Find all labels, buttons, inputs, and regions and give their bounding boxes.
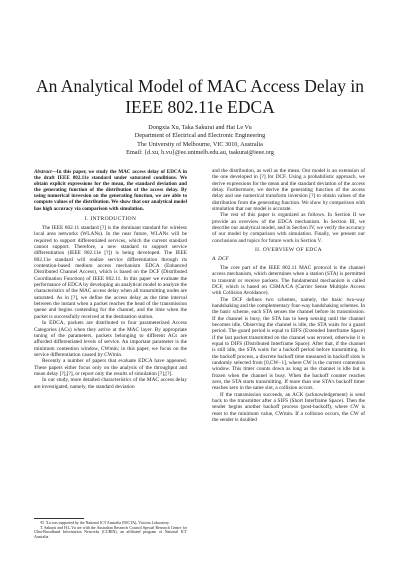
dcf-paragraph-3: If the transmission succeeds, an ACK (acknowledgement) is send back to the transmitter after a SIFS (Short Interframe Space). Then the sender begins another backoff process (post-backoff), where CW is reset to the minimum value, CWmin. If a collision occurs, the CW of the sender is doubled [212,391,365,424]
subsection-heading-dcf: A. DCF [212,256,229,263]
intro-paragraph-3: Recently a number of papers that evaluate EDCA have appeared. These papers either focus only on the analysis of the throughput and mean delay [?],[?], or report only the results of simulation [?],[?]. [34,358,187,377]
section-heading-overview: II. OVERVIEW OF EDCA [255,247,322,254]
affiliation-department: Department of Electrical and Electronic Engineering [134,132,266,140]
abstract-text: —In this paper, we study the MAC access delay of EDCA in the draft IEEE 802.11e standard under saturated conditions. We obtain explicit expressions for the mean, the standard deviation and the generating function of the distribution of the access delay. By using numerical inversion on the generating function, we are able to compute values of the distribution. We show that our analytical model has high accuracy via comparison with simulation. [34,169,187,212]
author-names: Dongxia Xu, Taka Sakurai and Hai Le Vu [148,124,252,131]
paper-title: An Analytical Model of MAC Access Delay in IEEE 802.11e EDCA [35,76,365,117]
intro-paragraph-2: In EDCA, packets are distributed to four parameterized Access Categories (ACs) when they arrive at the MAC layer. By appropriate tuning of the parameters, packets belonging to different ACs are afforded differentiated levels of service. An important parameter is the minimum contention window, CWmin; in this paper, we focus on the service differentiation caused by CWmin. [34,320,187,358]
footnotes [34,518,187,540]
section-heading-introduction: I. INTRODUCTION [84,215,137,222]
right-column [212,168,365,423]
footnote-divider [34,518,84,519]
dcf-paragraph-1: The core part of the IEEE 802.11 MAC protocol is the channel access mechanism, which determines when a station (STA) is permitted to transmit or receive packets. The fundamental mechanism is called DCF, which is based on CSMA/CA (Carrier Sense Multiple Access with Collision Avoidance). [212,264,365,297]
intro-paragraph-5: and the distribution, as well as the mean. Our model is an extension of the one developed in [?] for DCF. Using a probabilistic approach, we derive expressions for the mean and the standard deviation of the access delay. Furthermore, we derive the generating function of the access delay and use numerical transform inversion [?] to obtain values of the distribution from the generating function. We show by comparison with simulation that our model is accurate. [212,168,365,213]
footnote-1: ¹D. Xu was supported by the National ICT Australia (NICTA), Victoria Laboratory. [40,521,170,525]
intro-paragraph-6: The rest of this paper is organized as follows. In Section II we provide an overview of the EDCA mechanism. In Section III, we describe our analytical model, and in Section IV, we verify the accuracy of our model by comparison with simulation. Finally, we present our conclusions and topics for future work in Section V. [212,212,365,244]
abstract-lead: Abstract [34,169,52,175]
affiliation-university: The University of Melbourne, VIC 3010, Australia [137,140,263,148]
footnote-2: T. Sakurai and H.L.Vu are with the Australian Research Council Special Research Centre for Ultra-Broadband Information Networks (CUBIN), an affiliated program of National ICT Australia. [34,525,187,540]
dcf-paragraph-2: The DCF defines two schemes, namely, the basic two-way handshaking and the complementary four-way handshaking schemes. In the basic scheme, each STA senses the channel before its transmission. If the channel is busy, the STA has to keep sensing until the channel becomes idle. Observing the channel is idle, the STA waits for a guard period. The guard period is equal to EIFS (Extended Interframe Space) if the last packet transmitted on the channel was errored, otherwise it is equal to DIFS (Distributed Interframe Space). After that, if the channel is still idle, the STA waits for a backoff period before transmitting. In the backoff process, a discrete backoff time measured in backoff slots is randomly selected from [0,CW−1], where CW is the current contention window. This timer counts down as long as the channel is idle but is frozen when the channel is busy. When the backoff counter reaches zero, the STA starts transmitting. If more than one STA's backoff timer reaches zero in the same slot, a collision occurs. [212,296,365,392]
intro-paragraph-1: The IEEE 802.11 standard [?] is the dominant standard for wireless local area networks (WLANs). In the near future, WLANs will be required to support differentiated services, which the current standard cannot support. Therefore, a new standard to support service differentiation (IEEE 802.11e [?]) is being developed. The IEEE 802.11e standard will realize service differentiation through its contention-based medium access mechanism EDCA (Enhanced Distributed Channel Access), which is based on the DCF (Distributed Coordination Function) of IEEE 802.11. In this paper we evaluate the performance of EDCA by developing an analytical model to analyze the characteristics of the MAC access delay when all transmitting nodes are saturated. As in [?], we define the access delay as the time interval between the instant when a packet reaches the head of the transmission queue and begins contending for the channel, and the time when the packet is successfully received at the destination station. [34,225,187,320]
abstract [34,169,187,212]
author-email: Email: {d.xu, h.vu}@ee.unimelb.edu.au, tsakurai@ieee.org [126,148,274,156]
intro-paragraph-4: In our study, more detailed characteristics of the MAC access delay are investigated, namely, the standard deviation [34,377,187,390]
left-column [34,169,187,390]
author-block [40,124,360,157]
